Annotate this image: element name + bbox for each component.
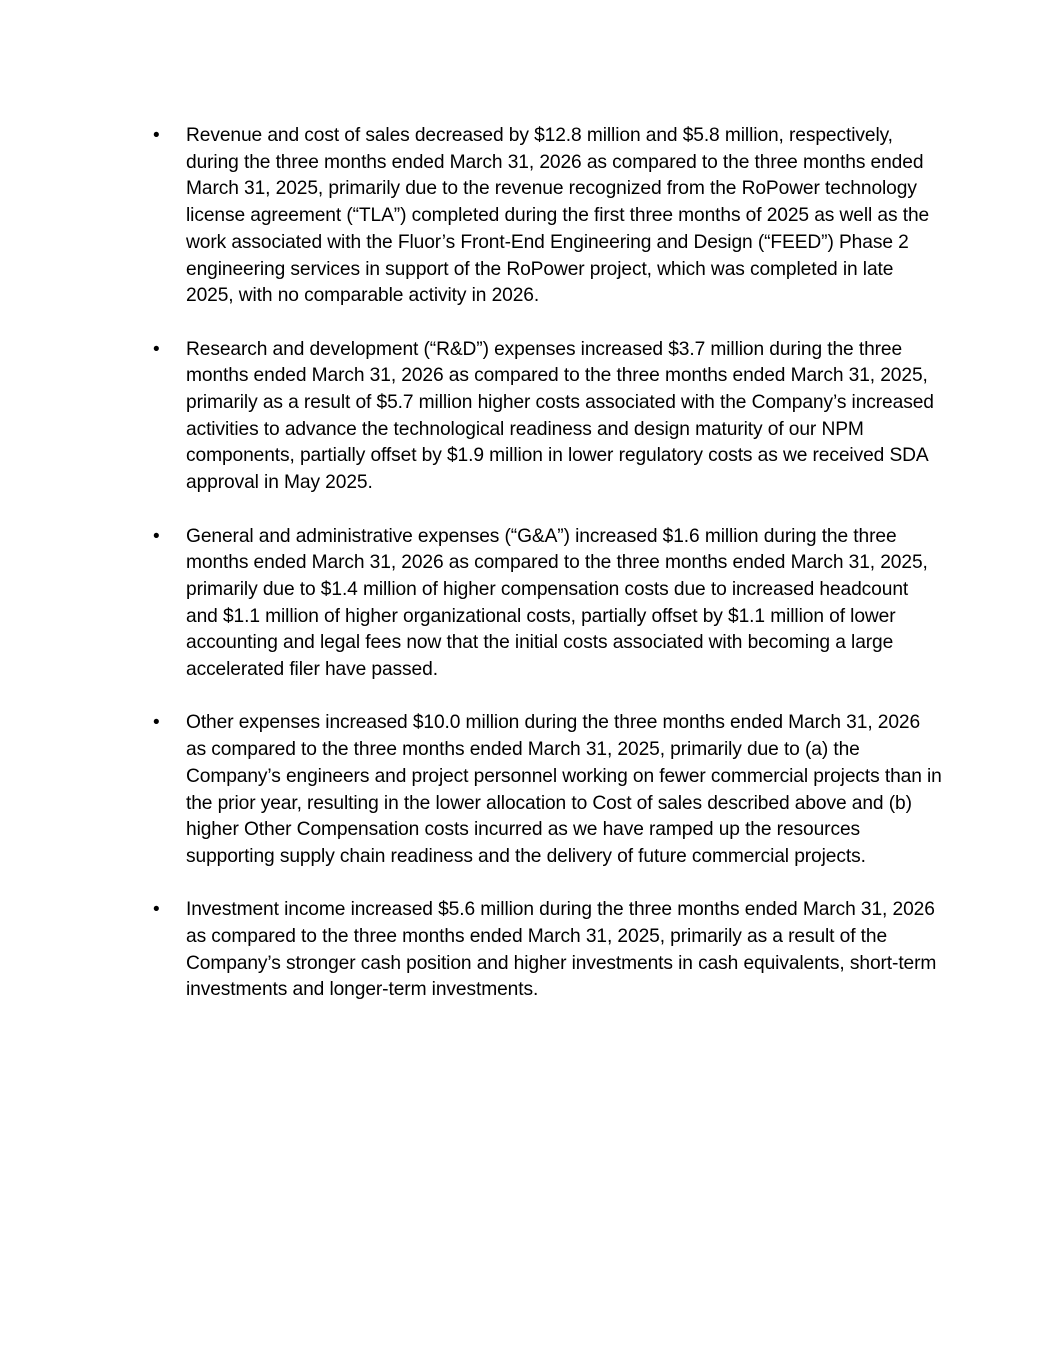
bullet-marker: •: [153, 525, 160, 547]
bullet-text-other-expenses: Other expenses increased $10.0 million during the three months ended March 31, 2026 as compared to the three months ended March 31, 2025, primarily due to (a) the Company’s engineers and project personnel working on fewer commercial projects than in the prior year, resulting in the lower allocation to Cost of sales described above and (b) higher Other Compensation costs incurred as we have ramped up the resources supporting supply chain readiness and the delivery of future commercial projects.: [186, 712, 942, 867]
list-item-other-expenses: [153, 710, 943, 870]
bullet-list: [153, 123, 943, 1031]
list-item-research-and-development: [153, 337, 943, 497]
list-item-revenue: [153, 123, 943, 310]
bullet-marker: •: [153, 125, 160, 146]
bullet-text-research-and-development: Research and development (“R&D”) expenses increased $3.7 million during the three months ended March 31, 2026 as compared to the three months ended March 31, 2025, primarily as a result of $5.7 million higher costs associated with the Company’s increased activities to advance the technological readiness and design maturity of our NPM components, partially offset by $1.9 million in lower regulatory costs as we received SDA approval in May 2025.: [186, 338, 934, 494]
bullet-text-general-and-administrative: General and administrative expenses (“G&A”) increased $1.6 million during the three months ended March 31, 2026 as compared to the three months ended March 31, 2025, primarily due to $1.4 million of higher compensation costs due to increased headcount and $1.1 million of higher organizational costs, partially offset by $1.1 million of lower accounting and legal fees now that the initial costs associated with becoming a large accelerated filer have passed.: [186, 525, 928, 681]
bullet-marker: •: [153, 338, 160, 360]
list-item-general-and-administrative: [153, 524, 943, 684]
bullet-text-revenue: Revenue and cost of sales decreased by $12.8 million and $5.8 million, respectively, during the three months ended March 31, 2026 as compared to the three months ended March 31, 2025, primarily due to the revenue recognized from the RoPower technology license agreement (“TLA”) completed during the first three months of 2025 as well as the work associated with the Fluor’s Front-End Engineering and Design (“FEED”) Phase 2 engineering services in support of the RoPower project, which was completed in late 2025, with no comparable activity in 2026.: [186, 125, 930, 307]
list-item-investment-income: [153, 897, 943, 1004]
bullet-marker: •: [153, 899, 160, 921]
bullet-text-investment-income: Investment income increased $5.6 million during the three months ended March 31, 2026 as compared to the three months ended March 31, 2025, primarily as a result of the Company’s stronger cash position and higher investments in cash equivalents, short-term investments and longer-term investments.: [186, 899, 937, 1001]
bullet-marker: •: [153, 712, 160, 734]
